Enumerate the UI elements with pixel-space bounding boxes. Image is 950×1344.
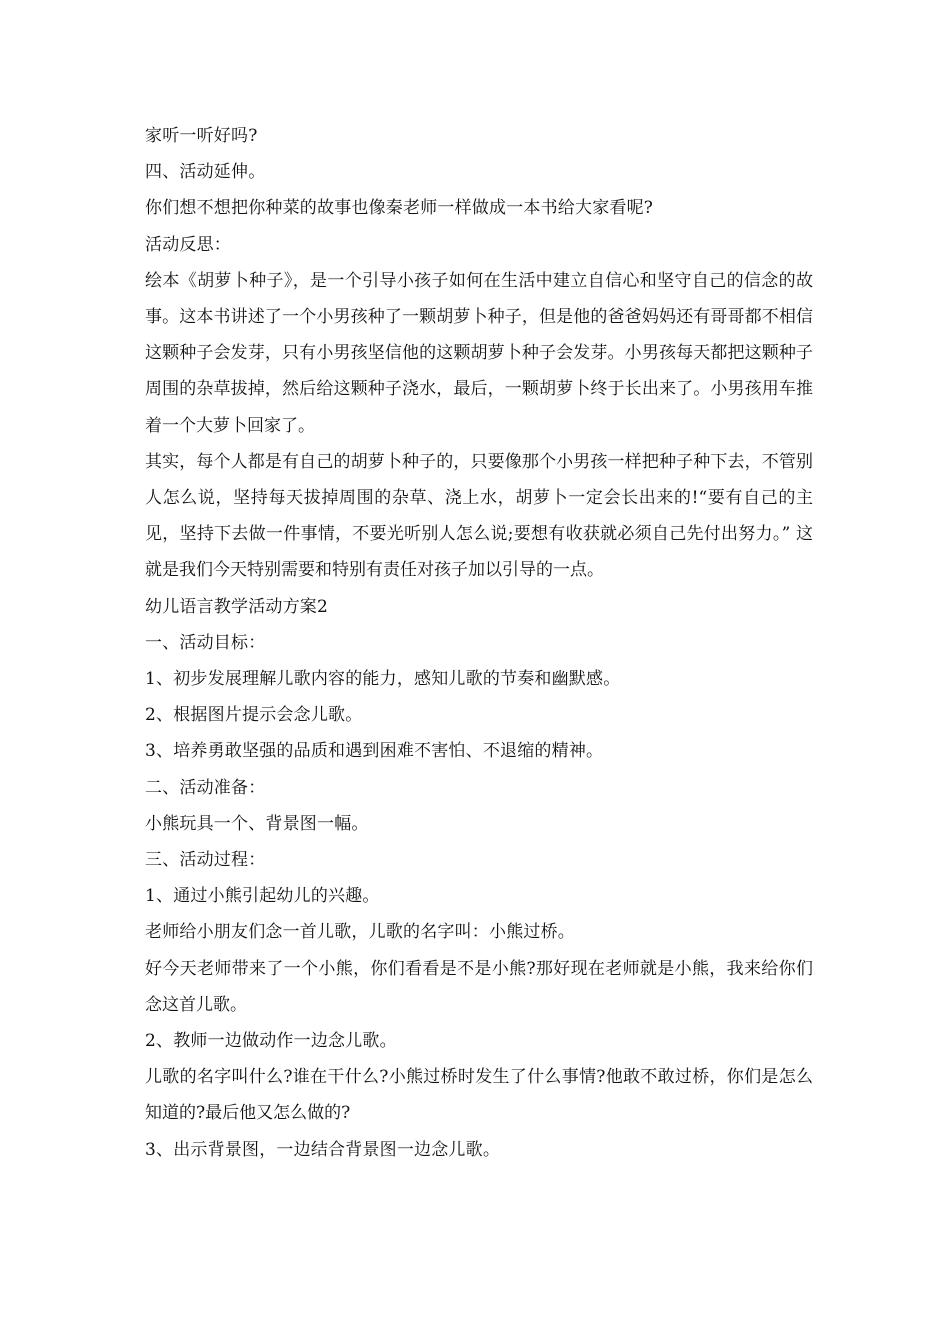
document-page [145,118,813,1168]
list-item: 3、出示背景图，一边结合背景图一边念儿歌。 [145,1139,501,1160]
list-item: 2、教师一边做动作一边念儿歌。 [145,1031,397,1052]
text-line: 你们想不想把你种菜的故事也像秦老师一样做成一本书给大家看呢? [145,198,654,219]
paragraph: 绘本《胡萝卜种子》，是一个引导小孩子如何在生活中建立自信心和坚守自己的信念的故事。这本书讲述了一个小男孩种了一颗胡萝卜种子，但是他的爸爸妈妈还有哥哥都不相信这颗种子会发芽，只有小男孩坚信他的这颗胡萝卜种子会发芽。小男孩每天都把这颗种子周围的杂草拔掉，然后给这颗种子浇水，最后，一颗胡萝卜终于长出来了。小男孩用车推着一个大萝卜回家了。 [145,270,813,436]
section-heading: 三、活动过程： [145,850,266,871]
paragraph: 其实，每个人都是有自己的胡萝卜种子的，只要像那个小男孩一样把种子种下去，不管别人怎么说，坚持每天拔掉周围的杂草、浇上水，胡萝卜一定会长出来的!“要有自己的主见，坚持下去做一件事情，不要光听别人怎么说;要想有收获就必须自己先付出努力。” 这就是我们今天特别需要和特别有责任对孩子加以引导的一点。 [145,451,813,581]
section-heading: 活动反思： [145,234,231,255]
text-line: 小熊玩具一个、背景图一幅。 [145,813,369,834]
text-line: 家听一听好吗? [145,126,258,146]
section-heading: 一、活动目标： [145,632,266,653]
list-item: 1、初步发展理解儿歌内容的能力，感知儿歌的节奏和幽默感。 [145,669,621,690]
paragraph: 儿歌的名字叫什么?谁在干什么?小熊过桥时发生了什么事情?他敢不敢过桥，你们是怎么知道的?最后他又怎么做的? [145,1067,813,1124]
section-heading: 二、活动准备： [145,777,266,798]
list-item: 3、培养勇敢坚强的品质和遇到困难不害怕、不退缩的精神。 [145,741,604,762]
list-item: 1、通过小熊引起幼儿的兴趣。 [145,886,380,907]
section-heading: 四、活动延伸。 [145,162,266,183]
document-title: 幼儿语言教学活动方案2 [145,596,329,617]
list-item: 2、根据图片提示会念儿歌。 [145,705,363,726]
text-line: 老师给小朋友们念一首儿歌，儿歌的名字叫：小熊过桥。 [145,922,575,943]
paragraph: 好今天老师带来了一个小熊，你们看看是不是小熊?那好现在老师就是小熊，我来给你们念这首儿歌。 [145,958,813,1015]
